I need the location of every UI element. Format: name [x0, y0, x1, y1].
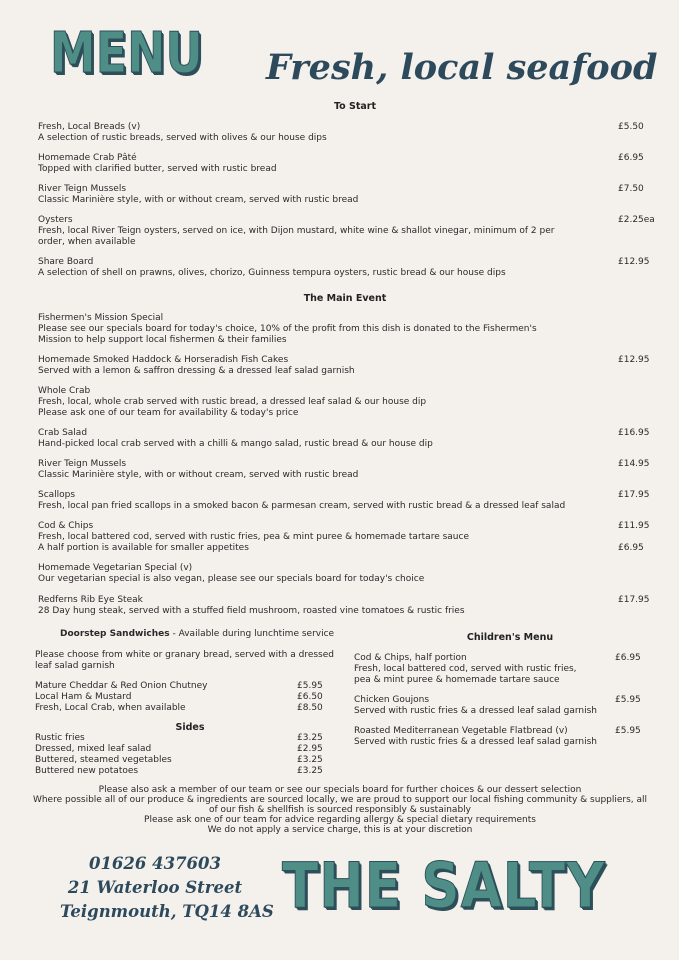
menu-item [38, 563, 578, 585]
item-desc: Hand-picked local crab served with a chilli & mango salad, rustic bread & our house dip [38, 439, 433, 449]
children-item [354, 695, 614, 717]
contact-block [60, 852, 274, 924]
item-desc: Fresh, local River Teign oysters, served on ice, with Dijon mustard, white wine & shallot vinegar, minimum of 2 per order, when available [38, 226, 555, 247]
item-desc: Served with rustic fries & a dressed leaf salad garnish [354, 737, 597, 747]
item-name: River Teign Mussels [38, 459, 127, 469]
sides-heading: Sides [175, 722, 205, 733]
item-name: River Teign Mussels [38, 184, 127, 194]
address-street: 21 Waterloo Street [67, 878, 243, 897]
menu-item [38, 428, 578, 450]
sandwich-price: £8.50 [297, 703, 323, 713]
item-price: £5.50 [618, 122, 644, 132]
item-name: Oysters [38, 215, 73, 225]
section-main-event: The Main Event [303, 293, 387, 304]
item-desc: Fresh, local battered cod, served with rustic fries, pea & mint puree & homemade tartare sauce [38, 532, 469, 542]
menu-item [38, 595, 578, 617]
item-name: Homemade Smoked Haddock & Horseradish Fish Cakes [38, 355, 289, 365]
item-price: £14.95 [618, 459, 650, 469]
sandwich-item: Local Ham & Mustard [35, 692, 132, 702]
menu-logo: MENU [50, 21, 203, 86]
menu-item [38, 521, 578, 554]
item-desc: Please see our specials board for today's choice, 10% of the profit from this dish is donated to the Fishermen's Mission to help support local fishermen & their families [38, 324, 537, 345]
menu-item [38, 153, 578, 175]
sandwich-price: £5.95 [297, 681, 323, 691]
brand-logo: THE SALTY [282, 849, 606, 922]
footer-note: Please also ask a member of our team or see our specials board for further choices & our dessert selection [98, 785, 582, 795]
item-name: Cod & Chips, half portion [354, 653, 467, 663]
item-name: Fresh, Local Breads (v) [38, 122, 141, 132]
item-price: £16.95 [618, 428, 650, 438]
side-price: £3.25 [297, 766, 323, 776]
menu-item [38, 215, 568, 248]
side-price: £3.25 [297, 733, 323, 743]
menu-item [38, 184, 578, 206]
item-name: Fishermen's Mission Special [38, 313, 164, 323]
side-item: Buttered, steamed vegetables [35, 755, 172, 765]
item-price: £5.95 [615, 726, 641, 736]
address-town: Teignmouth, TQ14 8AS [60, 902, 274, 921]
footer-note: Where possible all of our produce & ingredients are sourced locally, we are proud to support our local fishing community & suppliers, all of our fish & shellfish is sourced responsibly & sustainably [32, 795, 648, 815]
sandwich-price: £6.50 [297, 692, 323, 702]
section-to-start: To Start [333, 101, 377, 112]
item-price: £6.95 [618, 153, 644, 163]
item-name: Homemade Crab Pâté [38, 153, 137, 163]
tagline: Fresh, local seafood [266, 47, 658, 88]
side-item: Rustic fries [35, 733, 85, 743]
item-name: Roasted Mediterranean Vegetable Flatbread (v) [354, 726, 568, 736]
side-price: £2.95 [297, 744, 323, 754]
item-price: £17.95 [618, 490, 650, 500]
sandwiches-note: - Available during lunchtime service [169, 629, 335, 639]
item-desc: Topped with clarified butter, served with rustic bread [38, 164, 277, 174]
menu-item [38, 386, 578, 419]
item-desc: A selection of shell on prawns, olives, chorizo, Guinness tempura oysters, rustic bread & our house dips [38, 268, 506, 278]
item-note: Please ask one of our team for availability & today's price [38, 408, 299, 418]
item-note: A half portion is available for smaller appetites [38, 543, 249, 553]
sandwiches-intro: Please choose from white or granary bread, served with a dressed leaf salad garnish [35, 650, 334, 671]
item-name: Share Board [38, 257, 94, 267]
item-price: £12.95 [618, 355, 650, 365]
item-price: £17.95 [618, 595, 650, 605]
item-desc: Fresh, local battered cod, served with rustic fries, pea & mint puree & homemade tartare sauce [354, 664, 577, 685]
footer-notes [20, 785, 660, 835]
item-desc: Classic Marinière style, with or without cream, served with rustic bread [38, 195, 359, 205]
item-desc: 28 Day hung steak, served with a stuffed field mushroom, roasted vine tomatoes & rustic fries [38, 606, 465, 616]
item-name: Scallops [38, 490, 76, 500]
item-name: Redferns Rib Eye Steak [38, 595, 143, 605]
children-item [354, 653, 584, 686]
sandwiches-heading [60, 629, 334, 640]
menu-item [38, 355, 578, 377]
sandwiches-title: Doorstep Sandwiches [60, 629, 170, 639]
footer-note: Please ask one of our team for advice regarding allergy & special dietary requirements [144, 815, 536, 825]
item-price: £5.95 [615, 695, 641, 705]
item-name: Crab Salad [38, 428, 88, 438]
item-price: £2.25ea [618, 215, 655, 225]
item-desc: Fresh, local, whole crab served with rustic bread, a dressed leaf salad & our house dip [38, 397, 427, 407]
item-desc: Served with a lemon & saffron dressing & a dressed leaf salad garnish [38, 366, 355, 376]
item-name: Cod & Chips [38, 521, 94, 531]
sandwich-item: Fresh, Local Crab, when available [35, 703, 186, 713]
side-item: Dressed, mixed leaf salad [35, 744, 152, 754]
item-price: £12.95 [618, 257, 650, 267]
item-desc: Our vegetarian special is also vegan, please see our specials board for today's choice [38, 574, 425, 584]
sandwich-item: Mature Cheddar & Red Onion Chutney [35, 681, 208, 691]
footer-note: We do not apply a service charge, this is at your discretion [207, 825, 473, 835]
item-name: Homemade Vegetarian Special (v) [38, 563, 193, 573]
item-desc: A selection of rustic breads, served with olives & our house dips [38, 133, 327, 143]
item-price: £6.95 [615, 653, 641, 663]
item-price: £7.50 [618, 184, 644, 194]
children-item [354, 726, 614, 748]
item-price-half: £6.95 [618, 543, 644, 553]
menu-item [38, 459, 578, 481]
menu-item [38, 122, 578, 144]
phone-number[interactable]: 01626 437603 [88, 854, 222, 873]
side-item: Buttered new potatoes [35, 766, 139, 776]
item-name: Chicken Goujons [354, 695, 430, 705]
menu-item [38, 257, 578, 279]
side-price: £3.25 [297, 755, 323, 765]
item-desc: Served with rustic fries & a dressed leaf salad garnish [354, 706, 597, 716]
item-desc: Classic Marinière style, with or without cream, served with rustic bread [38, 470, 359, 480]
menu-item [38, 313, 568, 346]
children-heading: Children's Menu [466, 632, 554, 643]
item-desc: Fresh, local pan fried scallops in a smoked bacon & parmesan cream, served with rustic bread & a dressed leaf salad [38, 501, 566, 511]
item-price: £11.95 [618, 521, 650, 531]
menu-item [38, 490, 578, 512]
item-name: Whole Crab [38, 386, 91, 396]
